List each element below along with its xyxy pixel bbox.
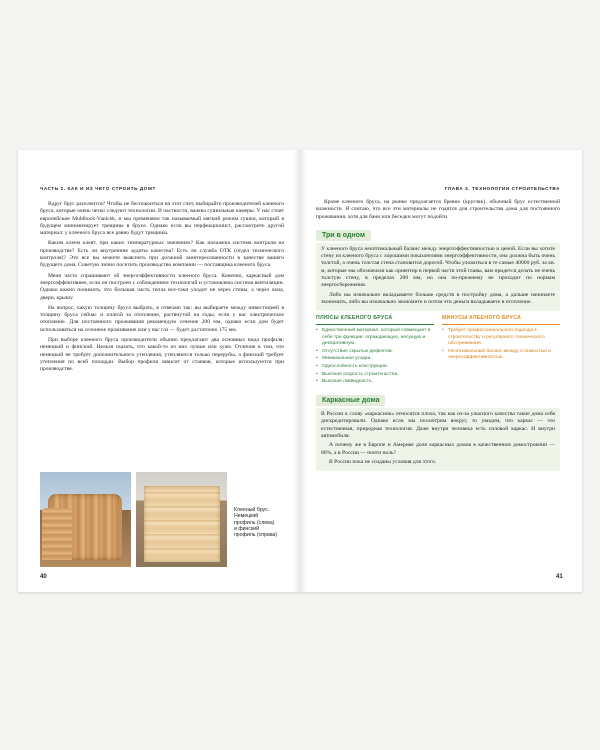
cons-list xyxy=(442,328,560,361)
glulam-beam-shape-secondary xyxy=(42,508,72,560)
right-intro-paragraph: Кроме клееного бруса, на рынке предлагается бревно (кругляк), обычный брус естественной влажности. Я считаю, что все эти материалы не годятся для строительства дома для постоянного проживания, хотя для бани или беседки могут подойти. xyxy=(316,199,560,220)
cons-divider xyxy=(442,324,560,325)
frame-houses-paragraph-1: В России к слову «каркасник» относятся плохо, так как из-за ужасного качества такие дома себя дискредитировали. Однако если мы посмотрим вокруг, то увидим, что каркас — это естественная, природная технология. Даже внутри человека есть силовой каркас. И внутри автомобиля. xyxy=(321,411,555,439)
finnish-beam-shape xyxy=(144,486,220,562)
left-running-head: ЧАСТЬ 2. КАК И ИЗ ЧЕГО СТРОИТЬ ДОМ? xyxy=(40,186,156,191)
left-page-number: 40 xyxy=(40,574,47,580)
cons-item: • Требует профессионального подхода к строительству и регулярного технического обслуживания. xyxy=(442,328,560,347)
right-page xyxy=(300,150,582,592)
three-in-one-box xyxy=(316,243,560,311)
three-in-one-paragraph-1: У клееного бруса неоптимальный баланс между энергоэффективностью и ценой. Если вы хотите стену из клееного бруса с хорошими показателями энергоэффективности, она должна быть очень толстой, а очень толстая стена становится дорогой. Чтобы уложиться в те самые 40000 руб. за кв. м, которые мы обозначили как ориентир в первой части этой главы, вам придется делать не очень толстую стену, в пределах 200 мм, но она по-прежнему не проходит по нормам энергосбережения. xyxy=(321,245,555,289)
book-spread xyxy=(18,150,582,592)
pros-divider xyxy=(316,324,434,325)
section-title-three-in-one: Три в одном xyxy=(316,230,371,241)
photo-caption: Клееный брус. Немецкий профиль (слева) и финский профиль (справа) xyxy=(234,507,278,539)
pros-item: • Отсутствие скрытых дефектов. xyxy=(316,349,434,355)
photo-row xyxy=(40,472,227,567)
left-paragraph-4: На вопрос, какую толщину бруса выбрать, я отвечаю так: вы выбираете между инвестицией в толщину бруса сейчас и платой за отопление, растянутой на годы, если у вас электрическое отопление. Для постоянного проживания рекомендую сечение 200 мм, однако если дом будет использоваться на сезонное проживание или у вас газ — будет достаточно 175 мм. xyxy=(40,304,284,333)
right-page-number: 41 xyxy=(556,574,563,580)
pros-heading: ПЛЮСЫ КЛЕЕНОГО БРУСА xyxy=(316,315,393,322)
pros-cons-block xyxy=(316,315,560,387)
left-body-text xyxy=(40,201,284,374)
frame-houses-paragraph-3: В России пока не созданы условия для этого. xyxy=(329,458,437,465)
frame-houses-box xyxy=(316,408,560,471)
pros-list xyxy=(316,328,434,385)
cons-column xyxy=(442,315,560,387)
right-running-head: ГЛАВА 3. ТЕХНОЛОГИИ СТРОИТЕЛЬСТВА xyxy=(444,186,560,191)
left-paragraph-1: Вдруг брус расклеится? Чтобы не беспокоиться на этот счет, выбирайте производителей клееного бруса, которые очень четко следуют технологии. В частности, важны сушильные камеры. У нас стоят европейские Muhlbock-Vanicek, и мы применяем так называемый мягкий режим сушки, который в будущем минимизирует трещины в брусе. Однако если вы перфекционист, рассмотрите другой материал: у клееного бруса все равно будут трещины. xyxy=(40,201,284,237)
left-paragraph-2: Каким клеем клеят, при каких температурных значениях? Как налажена система контроля на производстве? Есть ли внутренние аудиты качества? Есть ли служба ОТК (отдел технического контроля)? Это все вы можете выяснить при должной заинтересованности в качестве вашего будущего дома. Советую лично посетить производство компании — поставщика клееного бруса. xyxy=(40,240,284,269)
cons-item: • Неоптимальный баланс между стоимостью и энергоэффективностью. xyxy=(442,349,560,361)
pros-item: • Высокая скорость строительства. xyxy=(316,372,434,378)
photo-german-profile xyxy=(40,472,131,567)
pros-item: • Минимальная усадка. xyxy=(316,356,434,362)
pros-item: • Высокая ликвидность. xyxy=(316,379,434,385)
cons-heading: МИНУСЫ КЛЕЕНОГО БРУСА xyxy=(442,315,522,322)
left-paragraph-5: При выборе клееного бруса производители обычно предлагают два основных вида профиля: немецкий и финский. Нельзя сказать, что какой-то из них лучше или хуже. Отличие в том, что немецкий не требует дополнительного утепления, утепляются только перерубы, а финский требует утепления по всей площади. Выбор профиля зависит от станков, которые используются при производстве. xyxy=(40,337,284,373)
pros-item: • Однослойность конструкции. xyxy=(316,364,434,370)
right-intro-text xyxy=(316,199,560,221)
section-title-frame-houses: Каркасные дома xyxy=(316,395,385,406)
frame-houses-paragraph-2: А почему же в Европе и Америке доля каркасных домов в качественном домостроении — 80%, а в России — почти ноль? xyxy=(321,442,555,456)
pros-item: • Единственный материал, который совмещает в себе три функции: ограждающую, несущую и декоративную. xyxy=(316,328,434,347)
photo-finnish-profile xyxy=(136,472,227,567)
three-in-one-paragraph-2: Либо вы изначально вкладываете больше средств в постройку дома, а дальше начинаете экономить, либо вы изначально экономите и потом эти деньги вкладываете в отопление. xyxy=(321,291,555,305)
left-paragraph-3: Меня часто спрашивают об энергоэффективности клееного бруса. Конечно, каркасный дом энергоэффективнее, если он построен с соблюдением технологий и установлена система вентиляции. Однако важно понимать, что большая часть тепла все-таки уходит не через стены, а через окна, двери, крышу. xyxy=(40,272,284,301)
pros-column xyxy=(316,315,434,387)
